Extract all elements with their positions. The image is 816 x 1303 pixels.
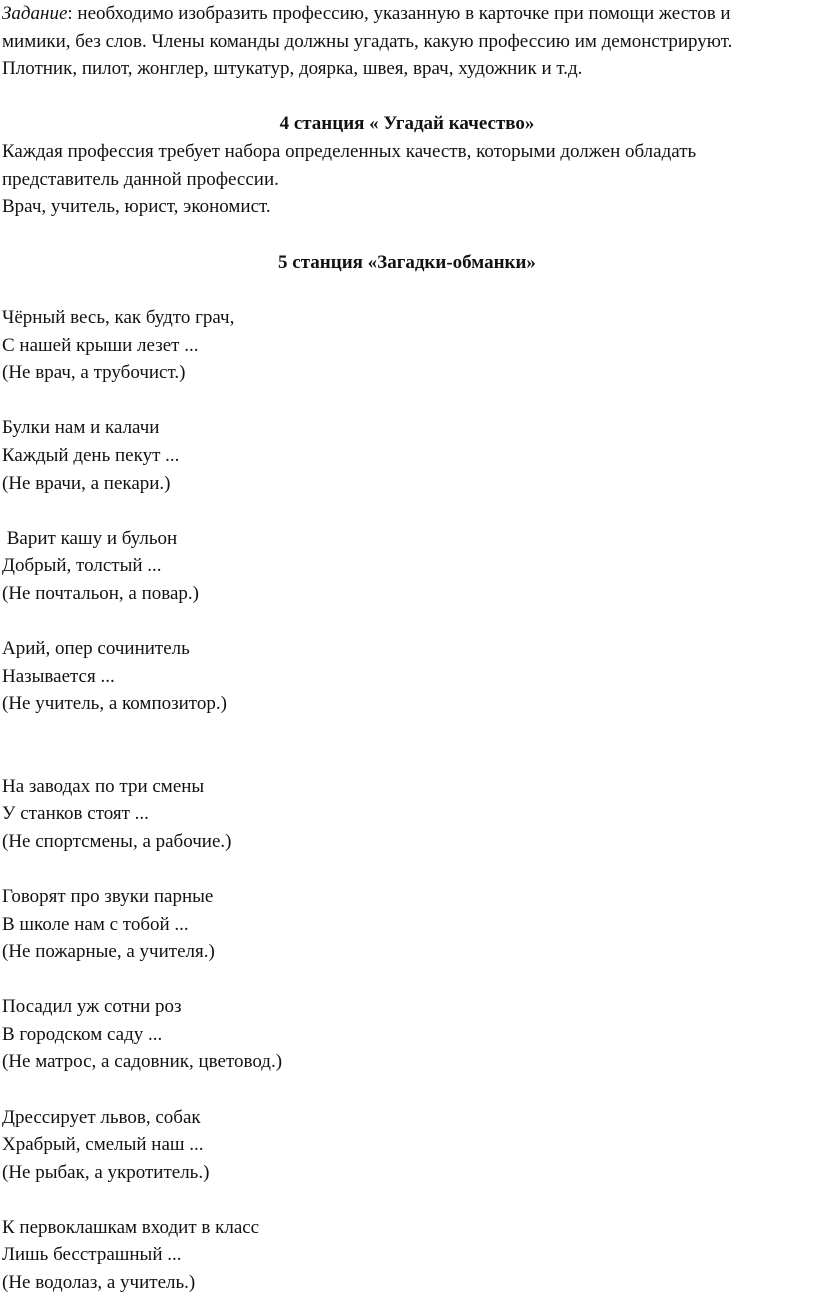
riddle-answer: (Не врачи, а пекари.): [2, 472, 171, 494]
spacer: [2, 277, 812, 305]
task-label: Задание: [2, 3, 68, 24]
spacer: [2, 855, 812, 883]
riddle-answer: (Не водолаз, а учитель.): [2, 1272, 196, 1293]
riddle: [2, 993, 812, 1076]
riddle-answer: (Не пожарные, а учителя.): [2, 941, 215, 963]
riddle-line: Добрый, толстый ...: [2, 555, 162, 577]
riddle-line: В школе нам с тобой ...: [2, 913, 189, 935]
spacer: [2, 607, 812, 635]
intro-line-1: [2, 0, 812, 28]
station-4-line-3: Врач, учитель, юрист, экономист.: [2, 196, 271, 218]
riddle-line: Называется ...: [2, 665, 115, 687]
station-4-line-2: представитель данной профессии.: [2, 168, 279, 190]
riddle: [2, 773, 812, 856]
riddle-answer: (Не врач, а трубочист.): [2, 362, 186, 384]
spacer: [2, 718, 812, 773]
riddle-line: Лишь бесстрашный ...: [2, 1244, 182, 1266]
riddle-line: Варит кашу и бульон: [2, 527, 178, 549]
station-4-line-1: Каждая профессия требует набора определенных качеств, которыми должен обладать: [2, 141, 697, 163]
document-page: [2, 0, 812, 1297]
spacer: [2, 1186, 812, 1214]
riddle-line: Чёрный весь, как будто грач,: [2, 307, 235, 329]
riddle: [2, 304, 812, 387]
riddle-line: Булки нам и калачи: [2, 417, 160, 439]
station-4-heading: 4 станция « Угадай качество»: [279, 113, 535, 135]
riddle-line: С нашей крыши лезет ...: [2, 334, 199, 356]
intro-line-2: мимики, без слов. Члены команды должны угадать, какую профессию им демонстрируют.: [2, 30, 733, 52]
riddle: [2, 883, 812, 966]
riddle-line: В городском саду ...: [2, 1023, 163, 1045]
riddle-answer: (Не учитель, а композитор.): [2, 693, 227, 715]
spacer: [2, 387, 812, 415]
task-text: : необходимо изобразить профессию, указанную в карточке при помощи жестов и: [67, 3, 731, 24]
riddle-line: Дрессирует львов, собак: [2, 1106, 201, 1128]
riddle: [2, 525, 812, 608]
spacer: [2, 83, 812, 111]
station-5-heading: 5 станция «Загадки-обманки»: [278, 251, 536, 273]
riddle: [2, 1214, 812, 1297]
riddle-line: Храбрый, смелый наш ...: [2, 1134, 204, 1156]
riddle-line: Говорят про звуки парные: [2, 885, 214, 907]
riddle-line: На заводах по три смены: [2, 775, 205, 797]
riddle-answer: (Не почтальон, а повар.): [2, 582, 199, 604]
spacer: [2, 221, 812, 249]
riddle-line: К первоклашкам входит в класс: [2, 1216, 260, 1238]
riddle-line: Посадил уж сотни роз: [2, 996, 182, 1018]
riddle: [2, 414, 812, 497]
intro-line-3: Плотник, пилот, жонглер, штукатур, доярка, швея, врач, художник и т.д.: [2, 58, 583, 80]
spacer: [2, 1076, 812, 1104]
riddle-answer: (Не рыбак, а укротитель.): [2, 1161, 210, 1183]
riddle-answer: (Не спортсмены, а рабочие.): [2, 830, 232, 852]
riddle-line: Арий, опер сочинитель: [2, 637, 190, 659]
riddle-answer: (Не матрос, а садовник, цветовод.): [2, 1051, 283, 1073]
riddle-line: Каждый день пекут ...: [2, 444, 180, 466]
riddle-line: У станков стоят ...: [2, 803, 149, 825]
riddle: [2, 1104, 812, 1187]
spacer: [2, 497, 812, 525]
spacer: [2, 966, 812, 994]
riddle: [2, 635, 812, 718]
